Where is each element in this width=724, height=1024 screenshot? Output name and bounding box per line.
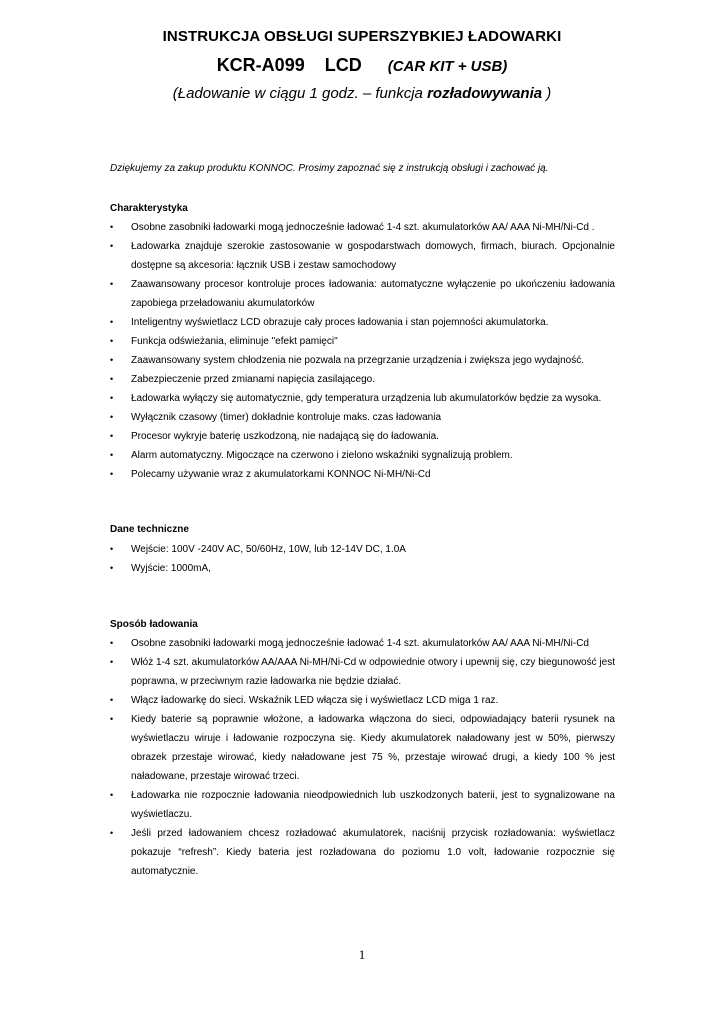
specs-list	[110, 540, 615, 578]
list-item: • Polecamy używanie wraz z akumulatorkami KONNOC Ni-MH/Ni-Cd	[110, 465, 615, 484]
page-number: 1	[358, 947, 366, 962]
list-item: • Funkcja odświeżania, eliminuje "efekt pamięci"	[110, 332, 615, 351]
bullet-icon: •	[110, 469, 114, 479]
bullet-icon: •	[110, 695, 114, 705]
bullet-icon: •	[110, 563, 114, 573]
bullet-icon: •	[110, 317, 114, 327]
subtitle-prefix: (Ładowanie w ciągu 1 godz. – funkcja	[172, 85, 428, 102]
charging-heading: Sposób ładowania	[110, 619, 198, 630]
bullet-icon: •	[110, 450, 114, 460]
features-list	[110, 218, 615, 484]
list-item: • Jeśli przed ładowaniem chcesz rozładować akumulatorek, naciśnij przycisk rozładowania: wyświetlacz pokazuje “refresh”. Kiedy bateria jest rozładowana do poziomu 1.0 volt, ładowanie rozpocznie się automatycznie.	[110, 824, 615, 881]
kit-label: (CAR KIT + USB)	[387, 58, 508, 75]
bullet-icon: •	[110, 412, 114, 422]
list-item: • Zabezpieczenie przed zmianami napięcia zasilającego.	[110, 370, 615, 389]
bullet-icon: •	[110, 638, 114, 648]
list-item: • Wyjście: 1000mA,	[110, 559, 615, 578]
bullet-icon: •	[110, 279, 114, 289]
bullet-icon: •	[110, 431, 114, 441]
bullet-icon: •	[110, 241, 114, 251]
list-item: • Włącz ładowarkę do sieci. Wskaźnik LED włącza się i wyświetlacz LCD miga 1 raz.	[110, 691, 615, 710]
list-item: • Kiedy baterie są poprawnie włożone, a ładowarka włączona do sieci, odpowiadający baterii rysunek na wyświetlaczu wiruje i ładowanie rozpoczyna się. Kiedy akumulatorek naładowany jest w 50%, pierwszy obrazek przestaje wirować, kiedy naładowane jest 75 %, przestaje wirować drugi, a kiedy 100 % jest naładowane, przestaje wirować trzeci.	[110, 710, 615, 786]
list-item: • Wejście: 100V -240V AC, 50/60Hz, 10W, lub 12-14V DC, 1.0A	[110, 540, 615, 559]
list-item: • Alarm automatyczny. Migoczące na czerwono i zielono wskaźniki sygnalizują problem.	[110, 446, 615, 465]
bullet-icon: •	[110, 714, 114, 724]
bullet-icon: •	[110, 222, 114, 232]
list-item: • Wyłącznik czasowy (timer) dokładnie kontroluje maks. czas ładowania	[110, 408, 615, 427]
list-item: • Ładowarka wyłączy się automatycznie, gdy temperatura urządzenia lub akumulatorków będzie za wysoka.	[110, 389, 615, 408]
list-item: • Osobne zasobniki ładowarki mogą jednocześnie ładować 1-4 szt. akumulatorków AA/ AAA Ni-MH/Ni-Cd	[110, 634, 615, 653]
list-item: • Ładowarka nie rozpocznie ładowania nieodpowiednich lub uszkodzonych baterii, jest to sygnalizowane na wyświetlaczu.	[110, 786, 615, 824]
thanks-text: Dziękujemy za zakup produktu KONNOC. Prosimy zapoznać się z instrukcją obsługi i zachować ją.	[110, 163, 549, 174]
list-item: • Włóż 1-4 szt. akumulatorków AA/AAA Ni-MH/Ni-Cd w odpowiednie otwory i upewnij się, czy biegunowość jest poprawna, w przeciwnym razie ładowarka nie będzie działać.	[110, 653, 615, 691]
model-name: KCR-A099 LCD	[216, 55, 362, 75]
bullet-icon: •	[110, 336, 114, 346]
bullet-icon: •	[110, 828, 114, 838]
features-heading: Charakterystyka	[110, 203, 188, 214]
list-item: • Inteligentny wyświetlacz LCD obrazuje cały proces ładowania i stan pojemności akumulatorka.	[110, 313, 615, 332]
subtitle	[0, 85, 724, 102]
specs-heading: Dane techniczne	[110, 524, 189, 535]
subtitle-bold: rozładowywania	[427, 85, 543, 102]
bullet-icon: •	[110, 374, 114, 384]
list-item: • Zaawansowany procesor kontroluje proces ładowania: automatyczne wyłączenie po ukończeniu ładowania zapobiega przeładowaniu akumulatorków	[110, 275, 615, 313]
list-item: • Ładowarka znajduje szerokie zastosowanie w gospodarstwach domowych, firmach, biurach. Opcjonalnie dostępne są akcesoria: łącznik USB i zestaw samochodowy	[110, 237, 615, 275]
list-item: • Procesor wykryje baterię uszkodzoną, nie nadającą się do ładowania.	[110, 427, 615, 446]
list-item: • Zaawansowany system chłodzenia nie pozwala na przegrzanie urządzenia i zwiększa jego wydajność.	[110, 351, 615, 370]
bullet-icon: •	[110, 355, 114, 365]
bullet-icon: •	[110, 657, 114, 667]
charging-list	[110, 634, 615, 881]
bullet-icon: •	[110, 790, 114, 800]
subtitle-suffix: )	[542, 85, 552, 102]
document-title: INSTRUKCJA OBSŁUGI SUPERSZYBKIEJ ŁADOWARKI	[162, 28, 562, 45]
bullet-icon: •	[110, 544, 114, 554]
list-item: • Osobne zasobniki ładowarki mogą jednocześnie ładować 1-4 szt. akumulatorków AA/ AAA Ni-MH/Ni-Cd .	[110, 218, 615, 237]
bullet-icon: •	[110, 393, 114, 403]
model-line	[0, 55, 724, 76]
